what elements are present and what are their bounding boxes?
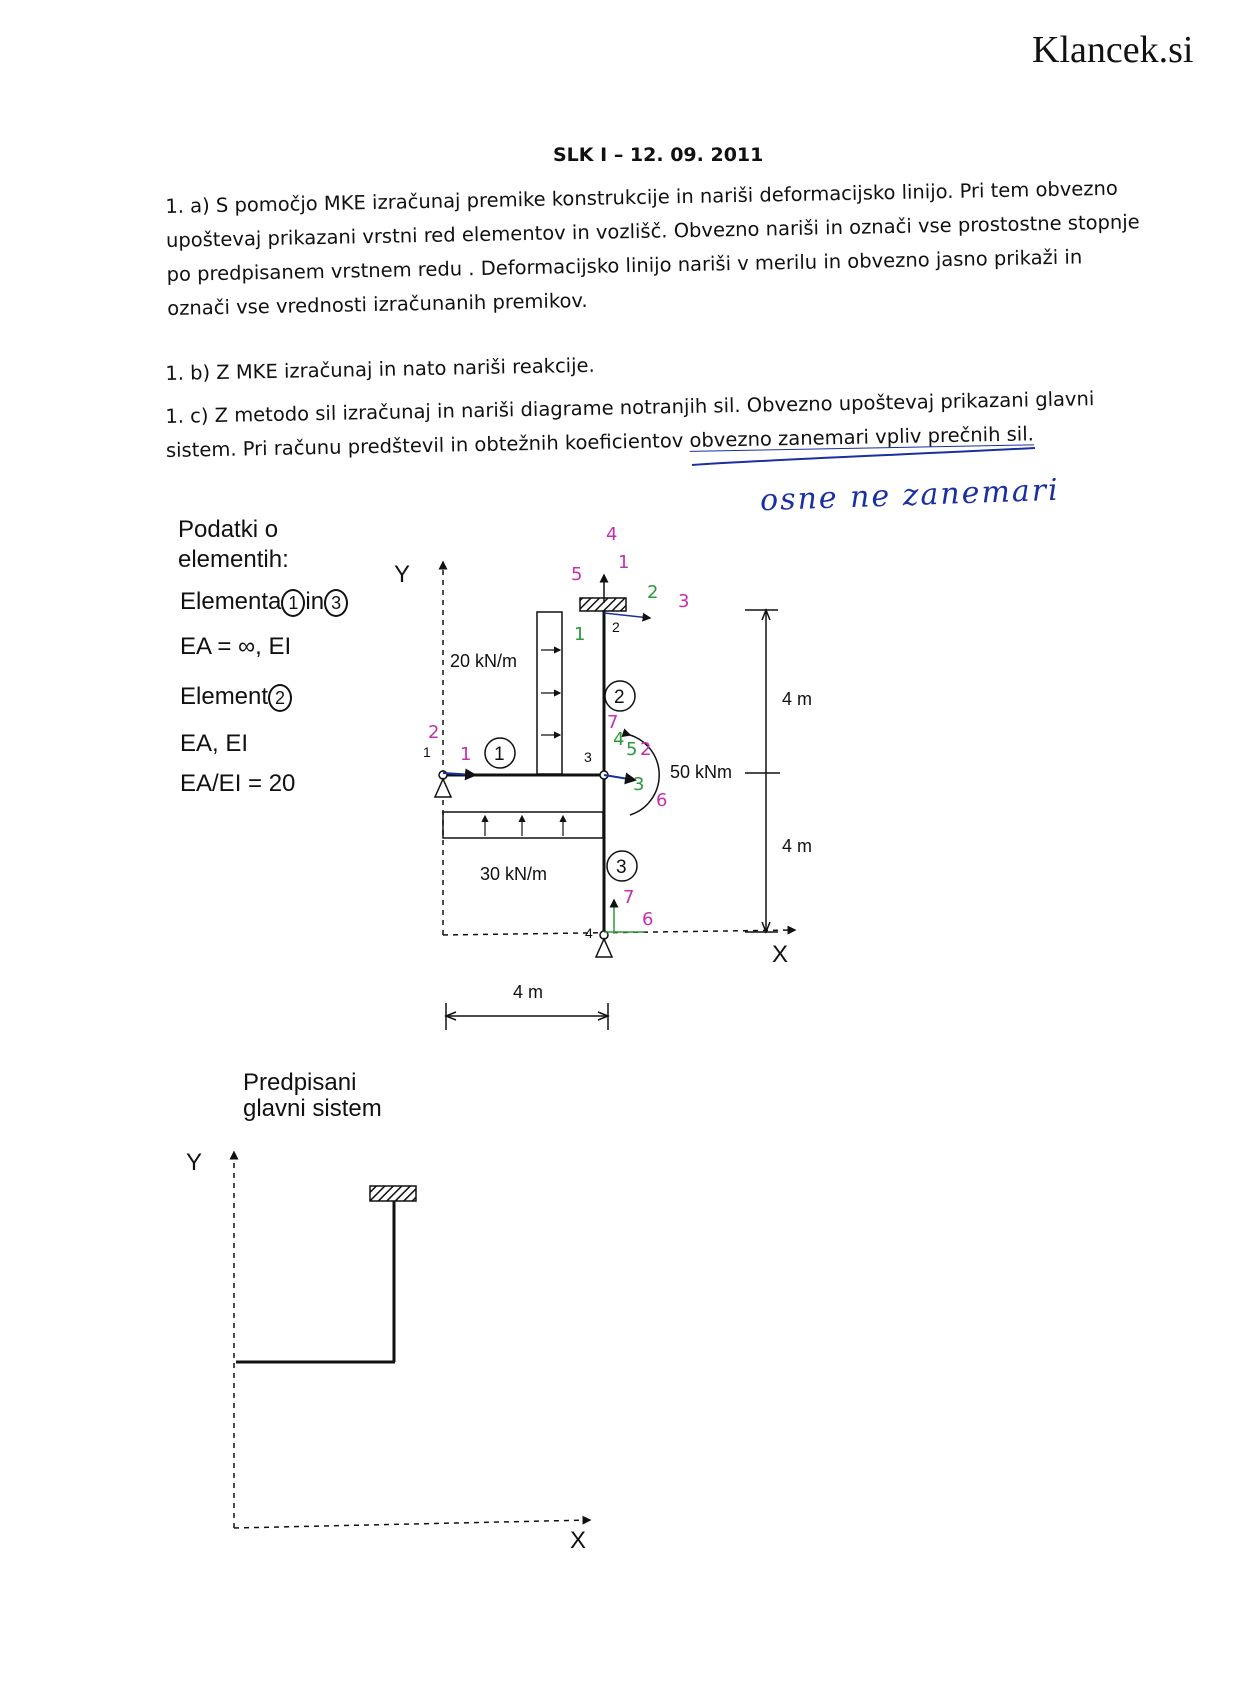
dof-label: 2 (640, 739, 652, 760)
brand-logo: Klancek.si (1032, 29, 1194, 71)
element-2-prefix: Element (180, 683, 269, 710)
task-1a-line-2: upoštevaj prikazani vrstni red elementov in vozlišč. Obvezno nariši in označi vse prostostne stopnje (165, 210, 1140, 252)
dimension-upper-label: 4 m (782, 689, 813, 709)
ea-ei-element-2: EA, EI (180, 730, 249, 757)
element-1-circle: 1 (281, 589, 305, 617)
node-label-4: 4 (585, 925, 593, 941)
dof-label: 3 (678, 591, 690, 612)
dof-label: 4 (606, 524, 618, 545)
dimension-lower-label: 4 m (782, 836, 813, 856)
primary-system-title (243, 1070, 382, 1122)
dof-label: 5 (626, 739, 638, 760)
load-label-30: 30 kN/m (480, 864, 548, 884)
task-1c-line-2-start: sistem. Pri računu predštevil in obtežnih koeficientov (165, 428, 690, 462)
dof-label: 1 (574, 624, 586, 645)
task-1a-line-3: po predpisanem vrstnem redu . Deformacijsko linijo nariši v merilu in obvezno jasno prikaži in (166, 245, 1083, 286)
dimension-horizontal-label: 4 m (513, 982, 544, 1002)
task-1a-line-4: označi vse vrednosti izračunanih premikov. (167, 288, 588, 320)
dof-label: 1 (618, 552, 630, 573)
element-1-marker-label: 1 (494, 744, 505, 765)
dof-arrow (604, 775, 635, 780)
element-data-heading-line-2: elementih: (178, 546, 289, 573)
dof-label: 2 (428, 722, 440, 743)
dof-label: 6 (642, 909, 654, 930)
primary-y-axis-label: Y (186, 1149, 203, 1176)
node-label-1: 1 (423, 744, 431, 760)
dof-label: 5 (571, 564, 583, 585)
task-1c-underlined-text: obvezno zanemari vpliv prečnih sil. (689, 422, 1035, 452)
dof-arrow (604, 613, 650, 618)
handwritten-underline (692, 448, 1035, 465)
element-3-circle: 3 (324, 589, 348, 617)
element-2-circle: 2 (268, 684, 292, 712)
node-label-3: 3 (584, 749, 592, 765)
dof-label: 7 (607, 712, 619, 733)
load-label-20: 20 kN/m (450, 651, 518, 671)
ea-ei-elements-1-3: EA = ∞, EI (180, 633, 292, 660)
dof-label: 6 (656, 790, 668, 811)
pin-support-node-1 (435, 779, 451, 797)
element-2-marker-label: 2 (614, 687, 625, 708)
handwritten-note: osne ne zanemari (759, 472, 1061, 519)
primary-x-axis-line (234, 1520, 590, 1528)
distributed-load-30-box (443, 812, 603, 838)
dof-label: 4 (613, 729, 625, 750)
primary-system-title-line-2: glavni sistem (243, 1095, 382, 1122)
exam-title: SLK I – 12. 09. 2011 (553, 144, 764, 166)
primary-system-title-line-1: Predpisani (243, 1069, 357, 1096)
primary-x-axis-label: X (570, 1527, 587, 1554)
dof-label: 3 (633, 774, 645, 795)
element-data-heading-line-1: Podatki o (178, 516, 279, 543)
elements-1-3-mid: in (305, 588, 325, 615)
pin-support-node-4 (596, 939, 612, 957)
moment-label: 50 kNm (670, 762, 733, 782)
fixed-support-top (580, 598, 626, 611)
dof-label: 2 (647, 582, 659, 603)
y-axis-label: Y (394, 561, 411, 588)
elements-1-3-prefix: Elementa (180, 588, 282, 615)
primary-fixed-support (370, 1186, 416, 1201)
task-1b-line: 1. b) Z MKE izračunaj in nato nariši reakcije. (165, 353, 595, 385)
element-3-marker-label: 3 (616, 857, 627, 878)
task-1a-line-1: 1. a) S pomočjo MKE izračunaj premike konstrukcije in nariši deformacijsko linijo. Pri tem obvezno (165, 176, 1119, 218)
dof-label: 7 (623, 887, 635, 908)
ea-ei-ratio: EA/EI = 20 (180, 770, 296, 797)
dof-label: 1 (460, 744, 472, 765)
node-label-2: 2 (612, 619, 620, 635)
task-1c-line-1: 1. c) Z metodo sil izračunaj in nariši diagrame notranjih sil. Obvezno upoštevaj prikazani glavni (165, 387, 1095, 428)
x-axis-label: X (772, 941, 789, 968)
